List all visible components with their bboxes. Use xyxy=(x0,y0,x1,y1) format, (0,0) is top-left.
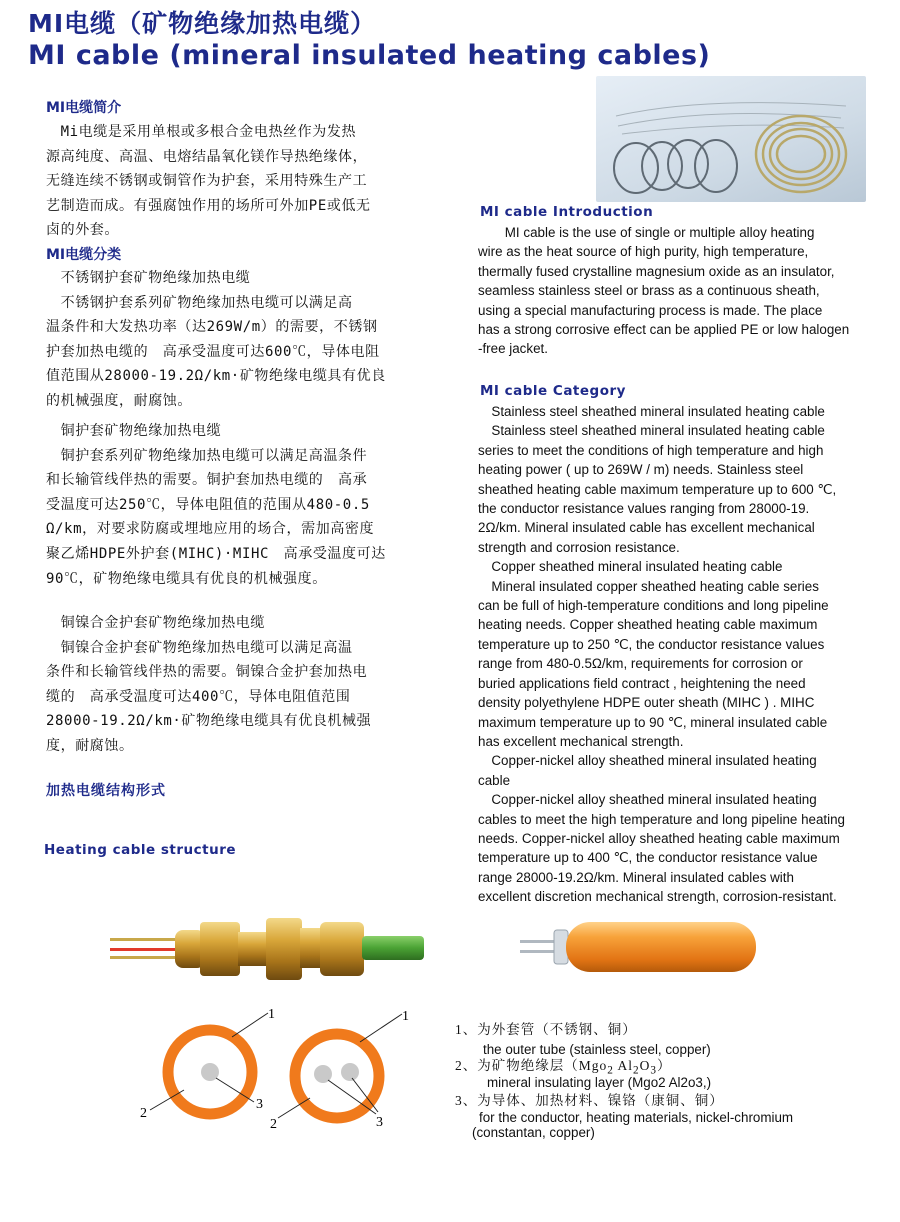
text-line: sheathed heating cable maximum temperature up to 600 ℃, xyxy=(478,481,837,497)
text-line: 缆的 高承受温度可达400℃，导体电阻值范围 xyxy=(46,688,351,705)
category-heading-cn: MI电缆分类 xyxy=(46,247,122,263)
copper-text-cn xyxy=(46,419,446,591)
cable-coils-photo xyxy=(596,76,866,202)
diagram-label-3b: 3 xyxy=(376,1115,383,1130)
text-line: Ω/km，对要求防腐或埋地应用的场合，需加高密度 xyxy=(46,521,375,538)
text-line: 铜镍合金护套矿物绝缘加热电缆可以满足高温 xyxy=(46,639,353,656)
text-line: buried applications field contract , heightening the need xyxy=(478,675,806,691)
diagram-label-2b: 2 xyxy=(270,1117,277,1132)
text-line: 和长输管线伴热的需要。铜护套加热电缆的 高承 xyxy=(46,472,368,489)
legend-item-2-en: mineral insulating layer (Mgo2 Al2o3,) xyxy=(487,1075,712,1090)
text-line: 艺制造而成。有强腐蚀作用的场所可外加PE或低无 xyxy=(46,197,371,214)
text-line: density polyethylene HDPE outer sheath (MIHC ) . MIHC xyxy=(478,695,815,711)
text-line: 温条件和大发热功率（达269W/m）的需要，不锈钢 xyxy=(46,319,378,336)
text-line: Copper-nickel alloy sheathed mineral insulated heating xyxy=(478,753,817,769)
brass-connector-cable-illustration xyxy=(100,908,430,988)
diagram-label-1a: 1 xyxy=(268,1007,275,1022)
diagram-label-2a: 2 xyxy=(140,1106,147,1121)
structure-heading-en: Heating cable structure xyxy=(44,842,237,858)
text-line: using a special manufacturing process is made. The place xyxy=(478,302,823,318)
text-line: -free jacket. xyxy=(478,341,548,357)
text-line: Mi电缆是采用单根或多根合金电热丝作为发热 xyxy=(46,124,357,140)
cuni-text-cn xyxy=(46,611,446,759)
text-line: 无缝连续不锈钢或铜管作为护套，采用特殊生产工 xyxy=(46,173,368,190)
text-line: 度，耐腐蚀。 xyxy=(46,737,134,754)
legend-item-1-cn: 1、为外套管（不锈钢、铜） xyxy=(455,1022,637,1037)
page-title-en: MI cable (mineral insulated heating cables) xyxy=(28,40,711,71)
structure-heading-cn: 加热电缆结构形式 xyxy=(46,783,166,799)
text-line: Stainless steel sheathed mineral insulated heating cable xyxy=(478,423,825,439)
text-line: 2Ω/km. Mineral insulated cable has excellent mechanical xyxy=(478,520,815,536)
text-line: 铜护套矿物绝缘加热电缆 xyxy=(46,423,222,439)
cross-section-diagram xyxy=(120,1000,450,1140)
text-line: 受温度可达250℃，导体电阻值的范围从480-0.5 xyxy=(46,496,370,513)
text-line: has a strong corrosive effect can be applied PE or low halogen xyxy=(478,322,850,338)
text-line: 条件和长输管线伴热的需要。铜镍合金护套加热电 xyxy=(46,664,368,681)
legend-item-2-cn: 2、为矿物绝缘层（Mgo$_2$ $Al_2O_3$） xyxy=(455,1058,672,1077)
intro-text-en xyxy=(478,223,878,359)
text-line: 源高纯度、高温、电熔结晶氧化镁作导热绝缘体， xyxy=(46,148,368,165)
conductor-2a xyxy=(314,1065,332,1083)
text-line: 聚乙烯HDPE外护套(MIHC)·MIHC 高承受温度可达 xyxy=(46,545,386,562)
text-line: 不锈钢护套系列矿物绝缘加热电缆可以满足高 xyxy=(46,294,353,311)
text-line: cables to meet the high temperature and long pipeline heating xyxy=(478,811,846,827)
legend-item-1-en: the outer tube (stainless steel, copper) xyxy=(483,1042,711,1057)
text-line: range from 480-0.5Ω/km, requirements for corrosion or xyxy=(478,656,803,672)
text-line: 值范围从28000-19.2Ω/km·矿物绝缘电缆具有优良 xyxy=(46,368,386,385)
intro-heading-cn: MI电缆简介 xyxy=(46,100,122,116)
text-line: heating needs. Copper sheathed heating cable maximum xyxy=(478,617,818,633)
text-line: 不锈钢护套矿物绝缘加热电缆 xyxy=(46,270,251,286)
text-line: 铜护套系列矿物绝缘加热电缆可以满足高温条件 xyxy=(46,447,368,464)
text-line: 卤的外套。 xyxy=(46,222,119,239)
text-line: the conductor resistance values ranging from 28000-19. xyxy=(478,501,810,517)
text-line: 的机械强度，耐腐蚀。 xyxy=(46,392,192,409)
text-line: seamless stainless steel or brass as a continuous sheath, xyxy=(478,283,820,299)
text-line: strength and corrosion resistance. xyxy=(478,539,680,555)
legend-item-3-cn: 3、为导体、加热材料、镍铬（康铜、铜） xyxy=(455,1093,724,1108)
intro-heading-en: MI cable Introduction xyxy=(480,204,654,220)
text-line: temperature up to 250 ℃, the conductor resistance values xyxy=(478,636,825,652)
legend-item-3-en-line2: (constantan, copper) xyxy=(472,1125,595,1140)
text-line: MI cable is the use of single or multiple alloy heating xyxy=(478,225,815,240)
text-line: thermally fused crystalline magnesium oxide as an insulator, xyxy=(478,263,835,279)
text-line: 铜镍合金护套矿物绝缘加热电缆 xyxy=(46,615,265,631)
text-line: Copper-nickel alloy sheathed mineral insulated heating xyxy=(478,792,817,808)
text-line: cable xyxy=(478,772,511,788)
text-line: needs. Copper-nickel alloy sheathed heating cable maximum xyxy=(478,830,840,846)
text-line: Copper sheathed mineral insulated heating cable xyxy=(478,559,783,575)
stainless-text-cn xyxy=(46,266,446,414)
intro-text-cn xyxy=(46,120,446,243)
page-title-cn: MI电缆（矿物绝缘加热电缆） xyxy=(28,9,377,38)
text-line: heating power ( up to 269W / m) needs. Stainless steel xyxy=(478,462,804,478)
conductor-2b xyxy=(341,1063,359,1081)
text-line: 28000-19.2Ω/km·矿物绝缘电缆具有优良机械强 xyxy=(46,713,372,730)
diagram-label-3a: 3 xyxy=(256,1097,263,1112)
diagram-label-1b: 1 xyxy=(402,1009,409,1024)
orange-sheathed-cable-illustration xyxy=(516,916,766,982)
text-line: maximum temperature up to 90 ℃, mineral insulated cable xyxy=(478,714,828,730)
text-line: range 28000-19.2Ω/km. Mineral insulated cables with xyxy=(478,869,794,885)
text-line: can be full of high-temperature conditions and long pipeline xyxy=(478,598,829,614)
text-line: series to meet the conditions of high temperature and high xyxy=(478,442,824,458)
legend-item-3-en-line1: for the conductor, heating materials, nickel-chromium xyxy=(479,1110,794,1125)
text-line: 护套加热电缆的 高承受温度可达600℃，导体电阻 xyxy=(46,343,380,360)
text-line: Stainless steel sheathed mineral insulated heating cable xyxy=(478,404,825,419)
text-line: wire as the heat source of high purity, high temperature, xyxy=(478,244,809,260)
text-line: excellent discretion mechanical strength, corrosion-resistant. xyxy=(478,889,837,905)
text-line: Mineral insulated copper sheathed heating cable series xyxy=(478,578,819,594)
text-line: 90℃，矿物绝缘电缆具有优良的机械强度。 xyxy=(46,570,327,587)
outer-sheath-ring-2 xyxy=(295,1034,379,1118)
text-line: has excellent mechanical strength. xyxy=(478,733,684,749)
text-line: temperature up to 400 ℃, the conductor resistance value xyxy=(478,850,818,866)
category-heading-en: MI cable Category xyxy=(480,383,626,399)
category-text-en xyxy=(478,402,878,907)
